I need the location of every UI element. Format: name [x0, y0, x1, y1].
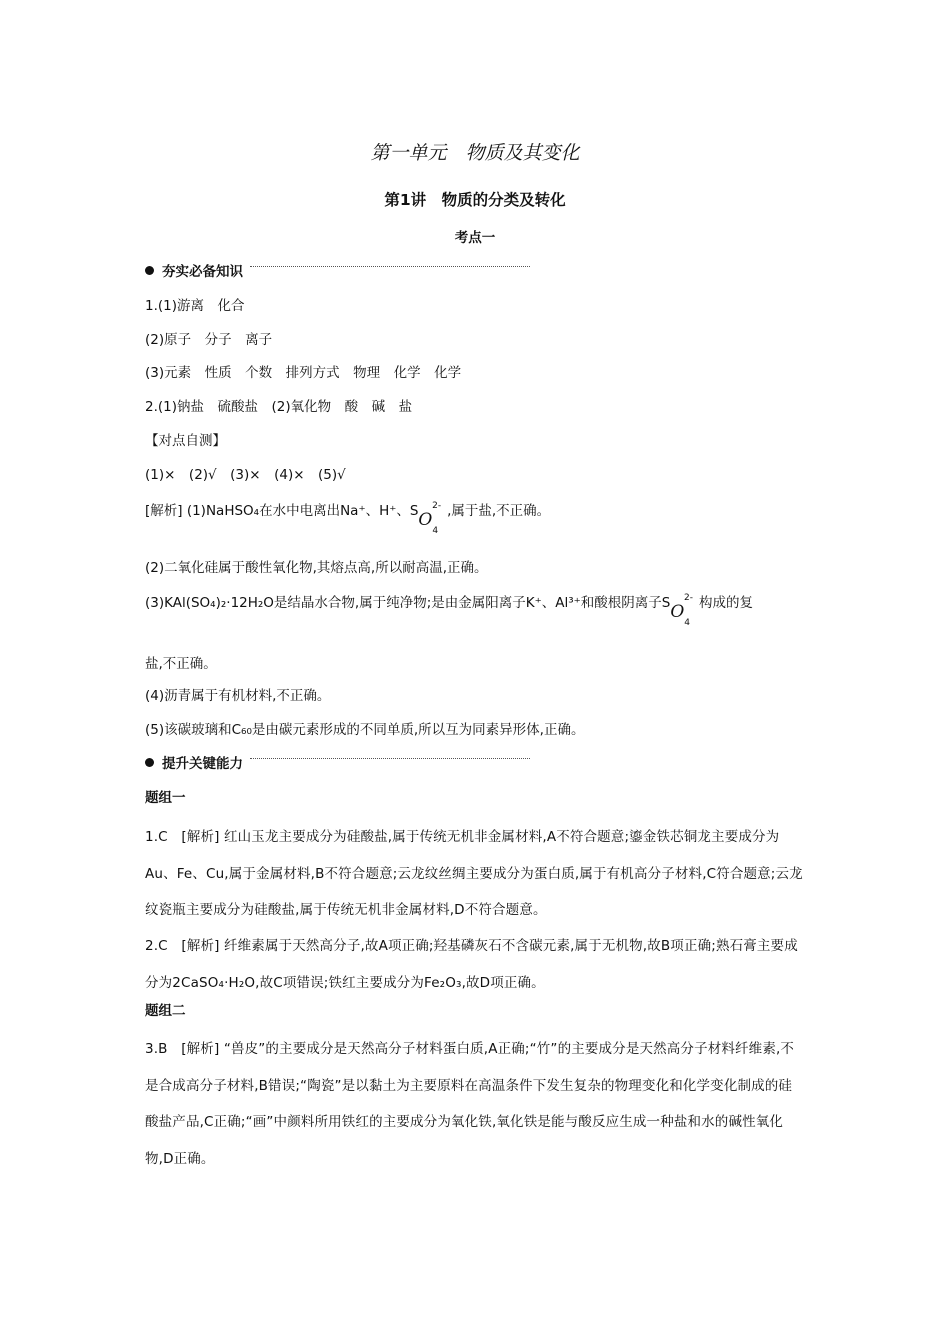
analysis-3-text: (3)KAl(SO₄)₂·12H₂O是结晶水合物,属于纯净物;是由金属阳离子K⁺、Al³⁺和酸根阴离子S	[145, 595, 671, 611]
bullet-icon	[145, 266, 154, 275]
question-2-answer: 2.C [解析] 纤维素属于天然高分子,故A项正确;羟基磷灰石不含碳元素,属于无机物,故B项正确;熟石膏主要成分为2CaSO₄·H₂O,故C项错误;铁红主要成分为Fe₂O₃,故D项正确。	[145, 938, 798, 991]
section-heading-2	[145, 752, 243, 772]
self-test-heading: 【对点自测】	[145, 433, 226, 449]
sulfate-formula: $O_4^{2-}$	[418, 500, 442, 536]
section-label: 夯实必备知识	[162, 264, 243, 280]
group-2-heading: 题组二	[145, 1003, 186, 1019]
knowledge-line-2: (2)原子 分子 离子	[145, 332, 273, 348]
knowledge-line-1: 1.(1)游离 化合	[145, 298, 245, 314]
bullet-icon	[145, 758, 154, 767]
analysis-4: (4)沥青属于有机材料,不正确。	[145, 688, 331, 704]
point-title: 考点一	[454, 230, 496, 246]
question-3-answer: 3.B [解析] “兽皮”的主要成分是天然高分子材料蛋白质,A正确;“竹”的主要成分是天然高分子材料纤维素,不是合成高分子材料,B错误;“陶瓷”是以黏土为主要原料在高温条件下发生复杂的物理变化和化学变化制成的硅酸盐产品,C正确;“画”中颜料所用铁红的主要成分为氧化铁,氧化铁是能与酸反应生成一种盐和水的碱性氧化物,D正确。	[145, 1041, 795, 1167]
analysis-5: (5)该碳玻璃和C₆₀是由碳元素形成的不同单质,所以互为同素异形体,正确。	[145, 722, 585, 738]
lesson-title: 第1讲 物质的分类及转化	[384, 191, 566, 209]
dotted-rule	[250, 758, 530, 759]
section-label: 提升关键能力	[162, 756, 243, 772]
analysis-2: (2)二氧化硅属于酸性氧化物,其熔点高,所以耐高温,正确。	[145, 560, 488, 576]
analysis-1-tail: ,属于盐,不正确。	[447, 503, 551, 519]
dotted-rule	[250, 266, 530, 267]
analysis-3-continued: 盐,不正确。	[145, 656, 217, 672]
sulfate-formula: $O_4^{2-}$	[670, 592, 694, 628]
question-1-answer: 1.C [解析] 红山玉龙主要成分为硅酸盐,属于传统无机非金属材料,A不符合题意;鎏金铁芯铜龙主要成分为Au、Fe、Cu,属于金属材料,B不符合题意;云龙纹丝绸主要成分为蛋白质,属于有机高分子材料,C符合题意;云龙纹瓷瓶主要成分为硅酸盐,属于传统无机非金属材料,D不符合题意。	[145, 829, 803, 918]
knowledge-line-3: (3)元素 性质 个数 排列方式 物理 化学 化学	[145, 365, 462, 381]
unit-title: 第一单元 物质及其变化	[370, 142, 580, 164]
section-heading-1	[145, 260, 243, 280]
group-1-heading: 题组一	[145, 790, 186, 806]
analysis-1	[145, 499, 551, 536]
self-test-answers: (1)× (2)√ (3)× (4)× (5)√	[145, 467, 346, 483]
analysis-3	[145, 591, 754, 628]
analysis-3-tail: 构成的复	[699, 595, 754, 611]
analysis-1-text: [解析] (1)NaHSO₄在水中电离出Na⁺、H⁺、S	[145, 503, 419, 519]
knowledge-line-4: 2.(1)钠盐 硫酸盐 (2)氧化物 酸 碱 盐	[145, 399, 413, 415]
